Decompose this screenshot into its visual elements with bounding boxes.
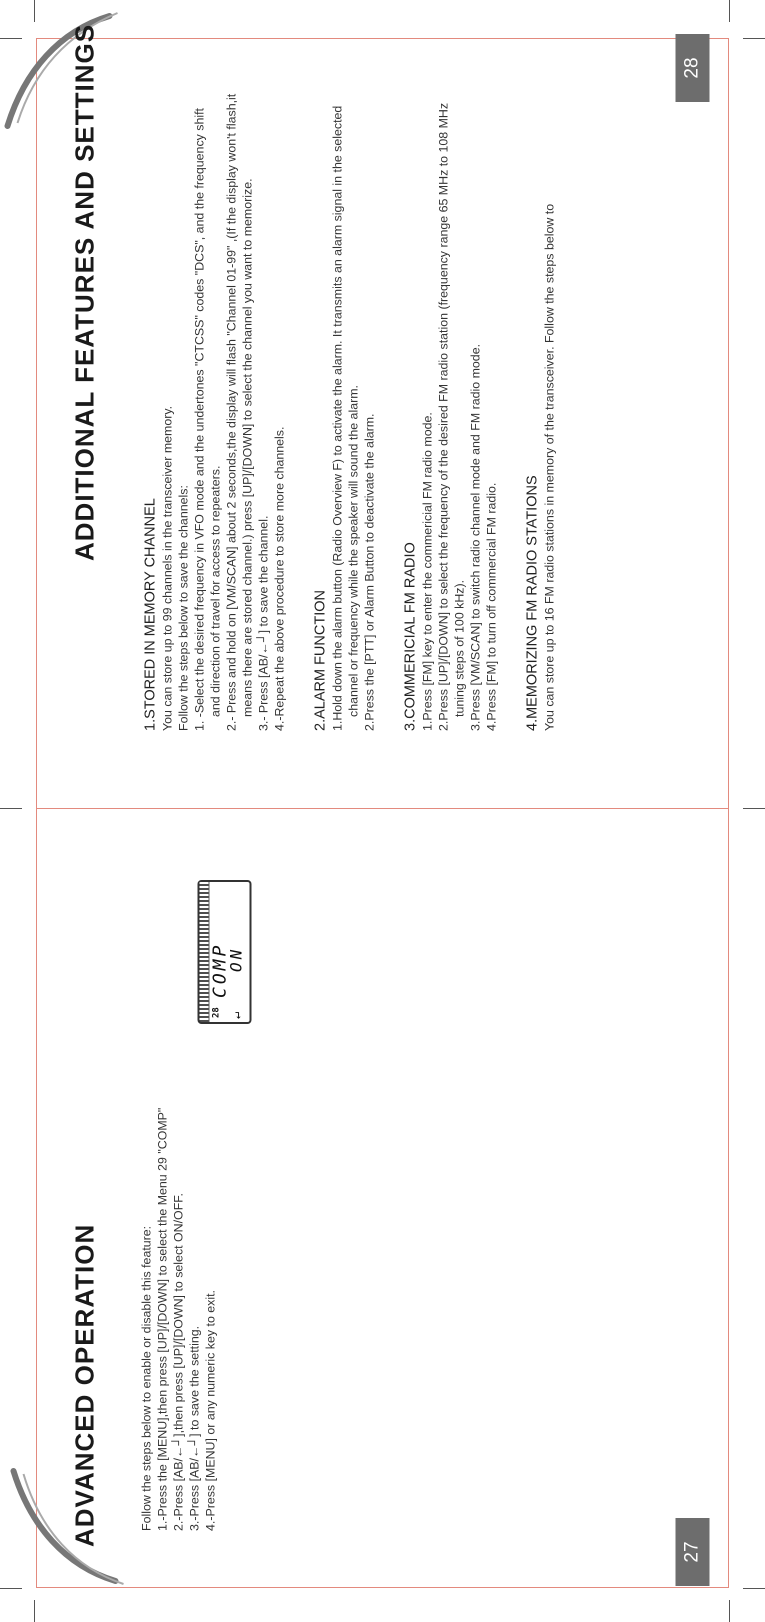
swoosh-decoration [0,11,120,131]
step-item: 1.-Press the [MENU],then press [UP]/[DOWN] to select the Menu 29 "COMP" [155,1107,170,1531]
step-item: 1.Press [FM] key to enter the commericial FM radio mode. [420,412,435,731]
section-heading: 1.STORED IN MEMORY CHANNEL [142,498,159,731]
page-number-tab: 28 [676,34,710,102]
step-item: 2.-Press [AB/←┘],then press [UP]/[DOWN] to select ON/OFF. [171,1193,186,1531]
section [402,91,500,731]
lcd-channel: 28 [211,1007,222,1018]
intro-text: Follow the steps below to enable or disable this feature: [139,1225,154,1531]
step-item: 3.-Press [AB/←┘] to save the setting. [187,1325,202,1531]
section-heading: 3.COMMERICIAL FM RADIO [402,542,419,731]
lcd-line-1: COMP [209,942,231,998]
instructions [139,1091,219,1531]
section-text: You can store up to 16 FM radio stations in memory of the transceiver. Follow the steps below to [542,203,557,731]
page-number-tab: 27 [676,1518,710,1586]
arrow-icon: ↵ [229,1011,244,1019]
section [142,91,288,731]
page-27 [0,811,765,1622]
swoosh-decoration [6,1466,126,1586]
step-item: 3.- Press [AB/←┘] to save the channel. [256,515,271,731]
lcd-status-bar [200,882,210,1022]
step-item: 2.Press [UP]/[DOWN] to select the frequency of the desired FM radio station (frequency range 65 MHz to 108 MHz tuning steps of 100 kHz). [436,102,467,731]
step-item: 2.- Press and hold on [VM/SCAN] about 2 seconds,the display will flash "Channel 01-99" ,(If the display won't flash,it means there are stored channel.) press [UP]/[DOWN] to select the channel you want to memorize. [224,93,255,731]
step-item: 2.Press the [PTT] or Alarm Button to deactivate the alarm. [362,413,377,731]
section-text: You can store up to 99 channels in the transceiver memory. [160,405,175,731]
step-item: 1. -Select the desired frequency in VFO mode and the undertones "CTCSS" codes "DCS", and the frequency shift and direction of travel for access to repeaters. [192,108,223,731]
step-item: 4.-Repeat the above procedure to store more channels. [272,426,287,731]
page-title: ADDITIONAL FEATURES AND SETTINGS [69,23,100,561]
section-heading: 2.ALARM FUNCTION [312,590,329,731]
lcd-display-illustration [198,880,252,1024]
step-item: 4.-Press [MENU] or any numeric key to exit. [203,1289,218,1531]
section [312,91,378,731]
step-item: 3.Press [VM/SCAN] to switch radio channel mode and FM radio mode. [468,343,483,731]
page-title: ADVANCED OPERATION [69,1223,100,1547]
section-heading: 4.MEMORIZING FM RADIO STATIONS [524,475,541,731]
lcd-line-2: ON [226,946,246,972]
step-item: 1.Hold down the alarm button (Radio Overview F) to activate the alarm. It transmits an alarm signal in the selected channel or frequency while the speaker will sound the alarm. [330,105,361,731]
step-item: 4.Press [FM] to turn off commercial FM radio. [484,482,499,731]
section-text: Follow the steps below to save the channels: [176,485,191,731]
section [524,91,558,731]
sections [142,91,582,731]
